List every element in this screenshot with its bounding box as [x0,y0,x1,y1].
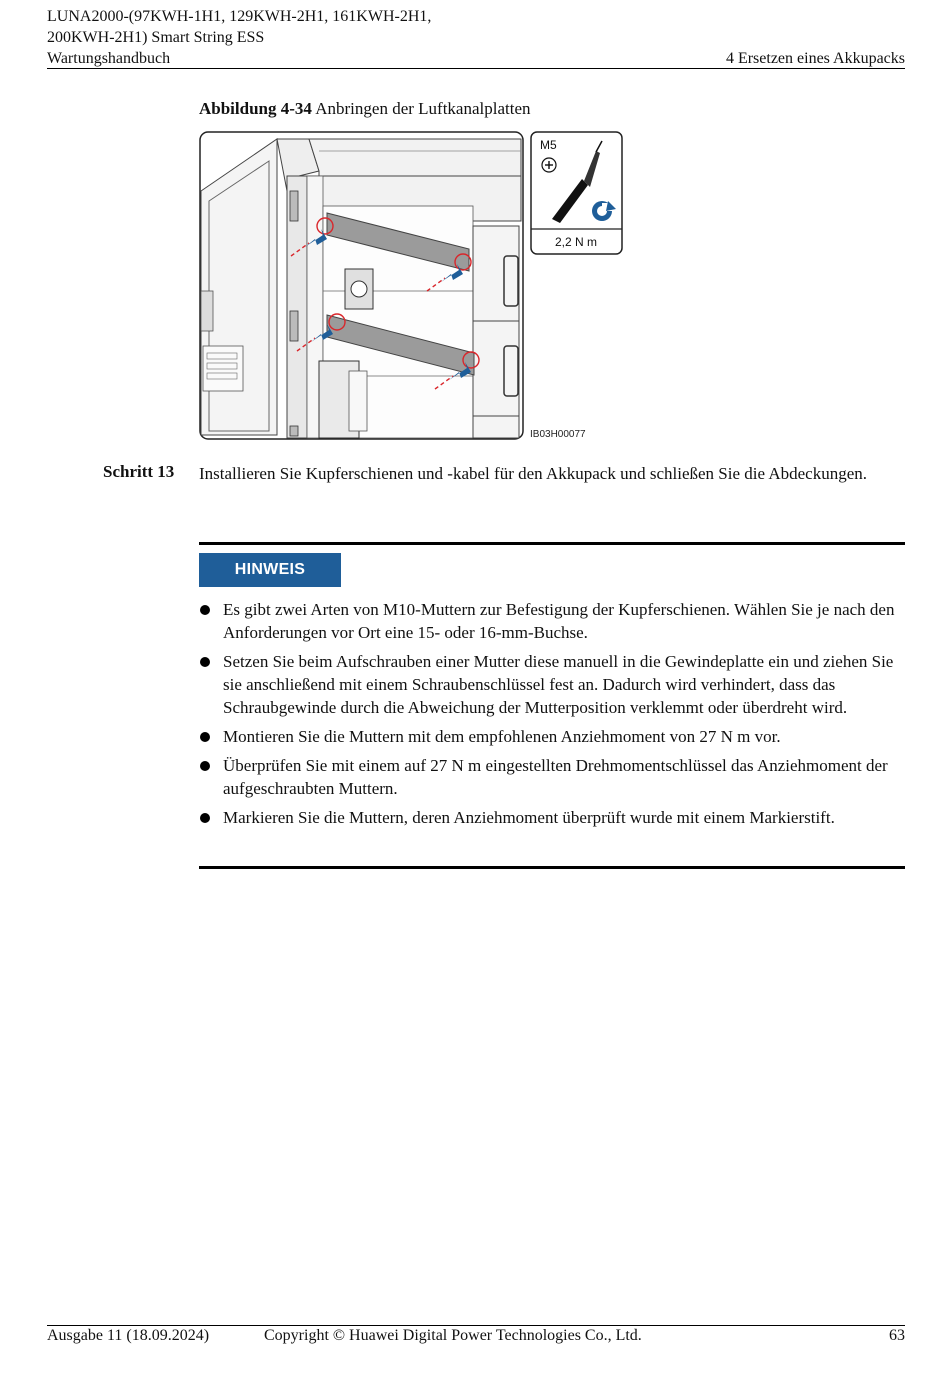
list-item [199,806,905,829]
notice-item-text: Überprüfen Sie mit einem auf 27 N m eingestellten Drehmomentschlüssel das Anziehmoment der aufgeschraubten Muttern. [223,756,888,798]
list-item [199,598,905,644]
notice-item-text: Setzen Sie beim Aufschrauben einer Mutter diese manuell in die Gewindeplatte ein und ziehen Sie sie anschließend mit einem Schraubenschlüssel fest an. Dadurch wird verhindert, dass das Schraubgewinde durch die Abweichung der Mutterposition verklemmt oder überdreht wird. [223,652,894,717]
bullet-icon [200,657,210,667]
cabinet-illustration [199,131,524,440]
list-item [199,650,905,719]
torque-tool-icon [530,131,623,255]
figure-caption [199,99,531,119]
notice-list [199,598,905,835]
footer-copyright: Copyright © Huawei Digital Power Technologies Co., Ltd. [264,1327,642,1344]
list-item [199,725,905,748]
notice-badge: HINWEIS [199,553,341,587]
step-label: Schritt 13 [103,462,175,481]
notice-top-rule [199,542,905,545]
figure-title: Anbringen der Luftkanalplatten [315,99,531,118]
tool-size-label: M5 [540,138,557,152]
bullet-icon [200,813,210,823]
header-product-line2: 200KWH-2H1) Smart String ESS [47,29,265,46]
header-divider [47,68,905,69]
notice-item-text: Es gibt zwei Arten von M10-Muttern zur Befestigung der Kupferschienen. Wählen Sie je nach den Anforderungen vor Ort eine 15- oder 16-mm-Buchse. [223,600,895,642]
notice-item-text: Montieren Sie die Muttern mit dem empfohlenen Anziehmoment von 27 N m vor. [223,727,781,746]
figure-number: Abbildung 4-34 [199,99,312,118]
notice-item-text: Markieren Sie die Muttern, deren Anziehmoment überprüft wurde mit einem Markierstift. [223,808,835,827]
torque-value-label: 2,2 N m [554,235,598,249]
header-chapter: 4 Ersetzen eines Akkupacks [725,50,905,67]
step-text: Installieren Sie Kupferschienen und -kabel für den Akkupack und schließen Sie die Abdeckungen. [199,464,867,483]
figure-image-id: IB03H00077 [530,429,586,440]
bullet-icon [200,605,210,615]
page-header [47,6,905,69]
bullet-icon [200,732,210,742]
header-product-line1: LUNA2000-(97KWH-1H1, 129KWH-2H1, 161KWH-2H1, [47,8,432,25]
list-item [199,754,905,800]
footer-edition: Ausgabe 11 (18.09.2024) [47,1327,210,1344]
header-doc-type: Wartungshandbuch [47,50,171,67]
notice-bottom-rule [199,866,905,869]
bullet-icon [200,761,210,771]
page-number: 63 [889,1327,905,1344]
